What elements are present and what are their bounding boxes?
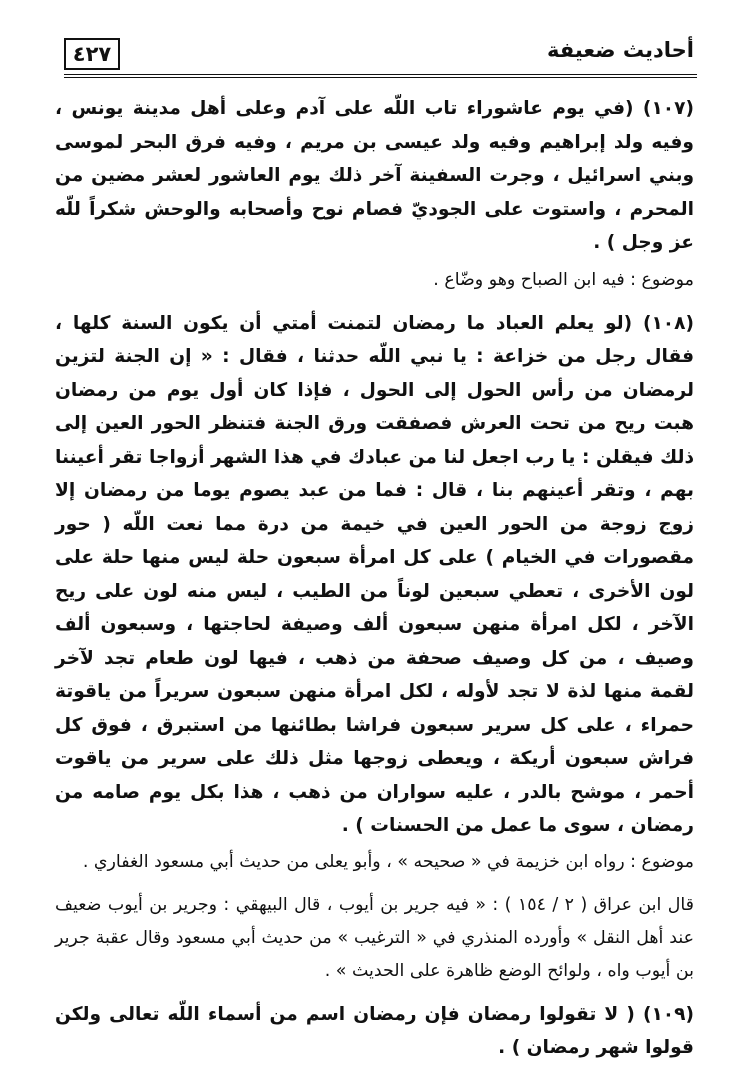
verdict-text: فيه ابن الصباح وهو وضّاع . (433, 269, 625, 290)
header-rule (64, 74, 697, 78)
page-number: ٤٢٧ (64, 38, 120, 70)
note-108: قال ابن عراق ( ٢ / ١٥٤ ) : « فيه جرير بن أيوب ، قال البيهقي : وجرير بن أيوب ضعيف عند أهل النقل » وأورده المنذري في « الترغيب » من حديث أبي مسعود وقال عقبة جرير بن أيوب واه ، ولوائح الوضع ظاهرة على الحديث » . (55, 894, 694, 981)
verdict-text: رواه ابن خزيمة في « صحيحه » ، وأبو يعلى من حديث أبي مسعود الغفاري . (82, 851, 625, 872)
hadith-number: ١٠٩ (651, 1003, 686, 1025)
hadith-108: (١٠٨) (لو يعلم العباد ما رمضان لتمنت أمتي أن يكون السنة كلها ، فقال رجل من خزاعة : يا نبي اللّه حدثنا ، فقال : « إن الجنة لتزين لرمضان من رأس الحول إلى الحول ، فإذا كان أول يوم من رمضان هبت ريح من تحت العرش فصفقت ورق الجنة فتنظر الحور العين إلى ذلك فيقلن : يا رب اجعل لنا من عبادك في هذا الشهر أزواجا تقر أعيننا بهم ، وتقر أعينهم بنا ، قال : فما من عبد يصوم يوما من رمضان إلا زوج زوجة من الحور العين في خيمة من درة مما نعت اللّه ( حور مقصورات في الخيام ) على كل امرأة سبعون حلة ليس منها حلة على لون الأخرى ، تعطي سبعين لوناً من الطيب ، ليس منه لون على ريح الآخر ، لكل امرأة منهن سبعون ألف وصيفة لحاجتها ، وسبعون ألف وصيف ، من كل وصيف صحفة من ذهب ، فيها لون طعام تجد لآخر لقمة منها لذة لا تجد لأوله ، لكل امرأة منهن سبعون سريراً من ياقوتة حمراء ، على كل سرير سبعون فراشا بطائنها من استبرق ، فوق كل فراش سبعون أريكة ، ويعطى زوجها مثل ذلك على سرير من ياقوت أحمر ، موشح بالدر ، عليه سواران من ذهب ، هذا بكل يوم صامه من رمضان ، سوى ما عمل من الحسنات ) . (55, 312, 694, 836)
verdict-label: موضوع : (630, 851, 694, 872)
hadith-text: (في يوم عاشوراء تاب اللّه على آدم وعلى أهل مدينة يونس ، وفيه ولد إبراهيم وفيه ولد عيسى بن مريم ، وفيه فرق البحر لموسى وبني اسرائيل ، وجرت السفينة آخر ذلك يوم العاشور لعشر مضين من المحرم ، واستوت على الجوديّ فصام نوح وأصحابه والوحش شكراً للّه عز وجل ) . (55, 98, 694, 253)
hadith-text: (لو يعلم العباد ما رمضان لتمنت أمتي أن يكون السنة كلها ، فقال رجل من خزاعة : يا نبي اللّه حدثنا ، فقال : « إن الجنة لتزين لرمضان من رأس الحول إلى الحول ، فإذا كان أول يوم من رمضان هبت ريح من تحت العرش فصفقت ورق الجنة فتنظر الحور العين إلى ذلك فيقلن : يا رب اجعل لنا من عبادك في هذا الشهر أزواجا تقر أعيننا بهم ، وتقر أعينهم بنا ، قال : فما من عبد يصوم يوما من رمضان إلا زوج زوجة من الحور العين في خيمة من درة مما نعت اللّه ( حور مقصورات في الخيام ) على كل امرأة سبعون حلة ليس منها حلة على لون الأخرى ، تعطي سبعين لوناً من الطيب ، ليس منه لون على ريح الآخر ، لكل امرأة منهن سبعون ألف وصيفة لحاجتها ، وسبعون ألف وصيف ، من كل وصيف صحفة من ذهب ، فيها لون طعام تجد لآخر لقمة منها لذة لا تجد لأوله ، لكل امرأة منهن سبعون سريراً من ياقوتة حمراء ، على كل سرير سبعون فراشا بطائنها من استبرق ، فوق كل فراش سبعون أريكة ، ويعطى زوجها مثل ذلك على سرير من ياقوت أحمر ، موشح بالدر ، عليه سواران من ذهب ، هذا بكل يوم صامه من رمضان ، سوى ما عمل من الحسنات ) . (55, 312, 694, 836)
page-header (0, 0, 750, 80)
hadith-number: ١٠٧ (651, 98, 686, 119)
hadith-109: (١٠٩) ( لا تقولوا رمضان فإن رمضان اسم من أسماء اللّه تعالى ولكن قولوا شهر رمضان ) . (55, 1003, 694, 1058)
verdict-label: موضوع : (630, 269, 694, 290)
running-title: أحاديث ضعيفة (547, 38, 694, 62)
page-body (55, 92, 694, 1065)
verdict-107 (55, 264, 694, 297)
verdict-108 (55, 846, 694, 879)
hadith-number: ١٠٨ (651, 312, 686, 334)
hadith-text: ( لا تقولوا رمضان فإن رمضان اسم من أسماء اللّه تعالى ولكن قولوا شهر رمضان ) . (55, 1003, 694, 1058)
hadith-107: (١٠٧) (في يوم عاشوراء تاب اللّه على آدم وعلى أهل مدينة يونس ، وفيه ولد إبراهيم وفيه ولد عيسى بن مريم ، وفيه فرق البحر لموسى وبني اسرائيل ، وجرت السفينة آخر ذلك يوم العاشور لعشر مضين من المحرم ، واستوت على الجوديّ فصام نوح وأصحابه والوحش شكراً للّه عز وجل ) . (55, 98, 694, 253)
